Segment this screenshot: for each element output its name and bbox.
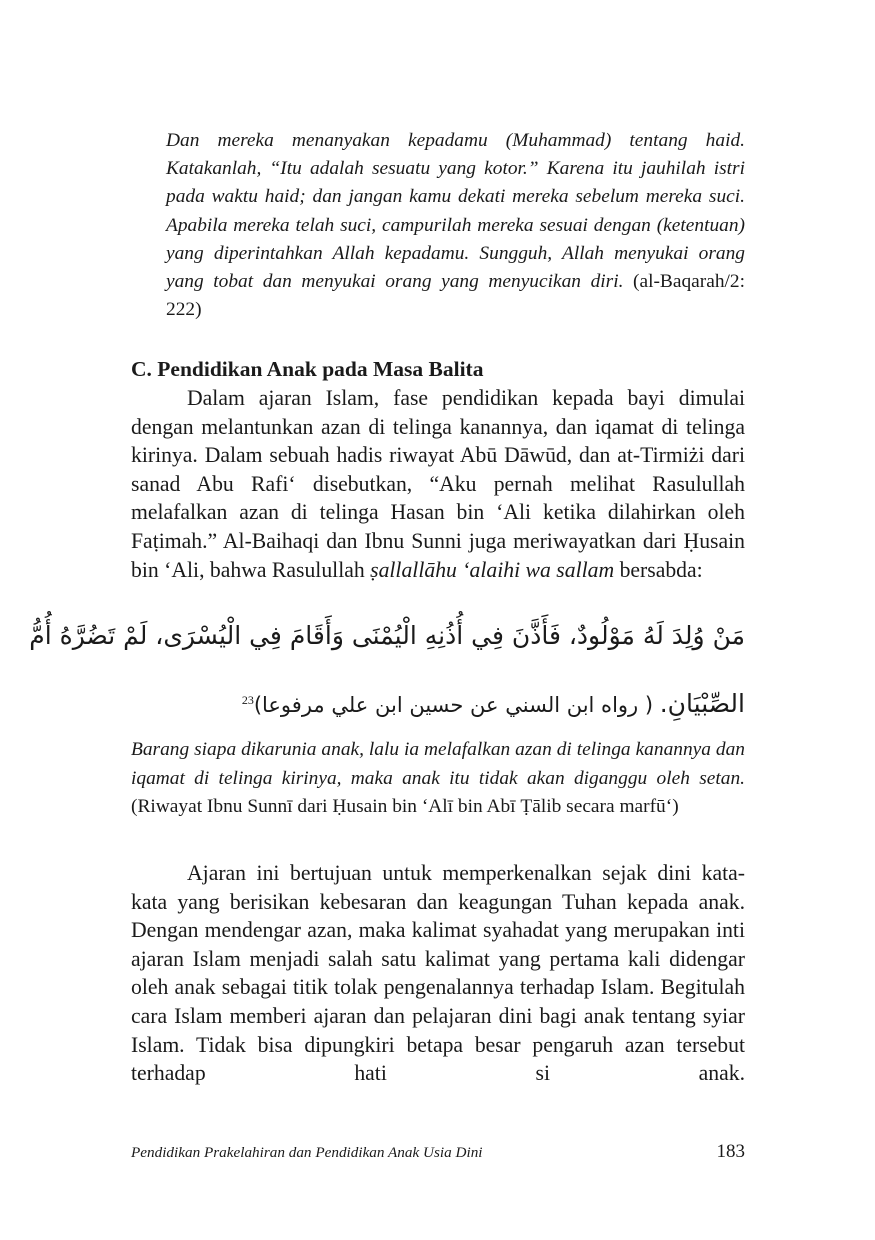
honorific-phrase: ṣallallāhu ‘alaihi wa sallam [370,557,615,582]
footnote-marker: 23 [241,693,254,707]
quran-verse-translation [166,127,745,324]
paragraph-intro-ending: bersabda: [614,557,703,582]
hadith-translation-source: (Riwayat Ibnu Sunnī dari Ḥusain bin ‘Alī bin Abī Ṭālib secara marfū‘) [131,796,679,818]
running-footer-title: Pendidikan Prakelahiran dan Pendidikan Anak Usia Dini [131,1144,483,1161]
hadith-arabic-source: ( رواه ابن السني عن حسين ابن علي مرفوعا) [253,693,660,717]
hadith-arabic-ending: الصِّبْيَانِ. [659,689,745,718]
page-number: 183 [716,1141,745,1162]
paragraph-intro-text: Dalam ajaran Islam, fase pendidikan kepada bayi dimulai dengan melantunkan azan di telinga kanannya, dan iqamat di telinga kirinya. Dalam sebuah hadis riwayat Abū Dāwūd, dan at-Tirmiżi dari sanad Abu Rafi‘ disebutkan, “Aku pernah melihat Rasulullah melafalkan azan di telinga Hasan bin ‘Ali ketika dilahirkan oleh Faṭimah.” Al-Baihaqi dan Ibnu Sunni juga meriwayatkan dari Ḥusain bin ‘Ali, bahwa Rasulullah [131,386,745,582]
hadith-arabic-line-1: مَنْ وُلِدَ لَهُ مَوْلُودٌ، فَأَذَّنَ فِي أُذُنِهِ الْيُمْنَى وَأَقَامَ فِي الْيُسْرَى، لَمْ تَضُرَّهُ أُمُّ [29,621,745,650]
paragraph-explanation: Ajaran ini bertujuan untuk memperkenalkan sejak dini kata-kata yang berisikan kebesaran dan keagungan Tuhan kepada anak. Dengan mendengar azan, maka kalimat syahadat yang merupakan inti ajaran Islam menjadi salah satu kalimat yang pertama kali didengar oleh anak sebagai titik tolak pengenalannya terhadap Islam. Begitulah cara Islam memberi ajaran dan pelajaran dini bagi anak tentang syiar Islam. Tidak bisa dipungkiri betapa besar pengaruh azan tersebut terhadap hati si anak. [131,861,745,1086]
hadith-arabic-line-2 [131,680,745,725]
hadith-translation [131,736,745,822]
section-heading: C. Pendidikan Anak pada Masa Balita [131,357,484,381]
verse-translation-text: Dan mereka menanyakan kepadamu (Muhammad) tentang haid. Katakanlah, “Itu adalah sesuatu yang kotor.” Karena itu jauhilah istri pada waktu haid; dan jangan kamu dekati mereka sebelum mereka suci. Apabila mereka telah suci, campurilah mereka sesuai dengan (ketentuan) yang diperintahkan Allah kepadamu. Sungguh, Allah menyukai orang yang tobat dan menyukai orang yang menyucikan diri. [166,130,745,293]
hadith-translation-text: Barang siapa dikarunia anak, lalu ia melafalkan azan di telinga kanannya dan iqamat di telinga kirinya, maka anak itu tidak akan diganggu oleh setan. [131,739,745,789]
paragraph-intro [131,384,745,584]
verse-reference: (al-Baqarah/2: 222) [166,271,745,321]
